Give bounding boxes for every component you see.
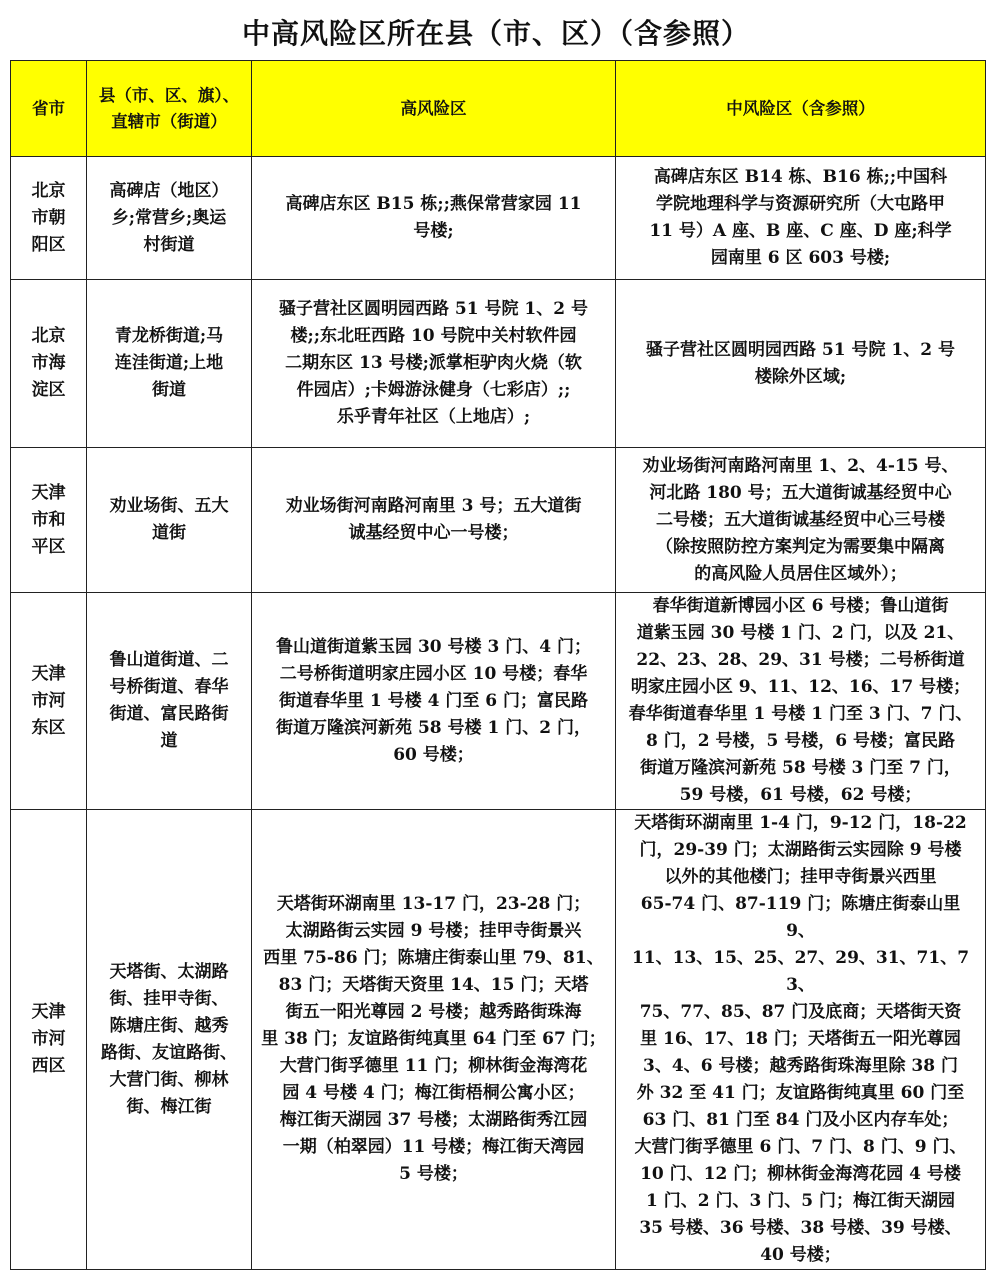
cell-line: 35 号楼、36 号楼、38 号楼、39 号楼、 bbox=[639, 1218, 962, 1238]
cell-line: 劝业场街、五大 bbox=[109, 496, 229, 516]
table-row bbox=[11, 448, 986, 593]
cell-line: 市朝 bbox=[31, 207, 66, 228]
cell-line: 8 门，2 号楼，5 号楼，6 号楼；富民路 bbox=[646, 731, 955, 751]
cell-line: 春华街道新博园小区 6 号楼；鲁山道街 bbox=[652, 596, 949, 616]
cell-line: 里 16、17、18 门；天塔街五一阳光尊园 bbox=[640, 1029, 961, 1049]
cell-line: 一期（柏翠园）11 号楼；梅江街天湾园 bbox=[282, 1137, 585, 1157]
cell-line: 平区 bbox=[31, 536, 66, 557]
cell-line: 高碑店东区 B14 栋、B16 栋;;中国科 bbox=[653, 167, 948, 187]
cell-line: 县（市、区、旗）、 bbox=[98, 85, 240, 105]
cell-line: 街道万隆滨河新苑 58 号楼 1 门、2 门， bbox=[276, 717, 591, 738]
cell-line: 直辖市（街道） bbox=[111, 111, 227, 131]
cell-line: 大营门街孚德里 6 门、7 门、8 门、9 门、 bbox=[634, 1137, 967, 1157]
cell-line: 园南里 6 区 603 号楼; bbox=[710, 248, 891, 268]
cell-line: 60 号楼； bbox=[393, 744, 474, 765]
page-title: 中高风险区所在县（市、区）（含参照） bbox=[241, 17, 750, 50]
county-cell bbox=[87, 593, 252, 810]
cell-line: 陈塘庄街、越秀 bbox=[109, 1015, 229, 1036]
cell-line: 街道 bbox=[152, 380, 186, 400]
cell-line: 明家庄园小区 9、11、12、16、17 号楼； bbox=[630, 677, 971, 697]
mid-risk-cell bbox=[616, 810, 986, 1270]
cell-line: 路街、友谊路街、 bbox=[101, 1042, 237, 1063]
cell-line: 道街 bbox=[152, 523, 186, 543]
cell-line: 市和 bbox=[31, 509, 66, 530]
cell-line: 骚子营社区圆明园西路 51 号院 1、2 号 bbox=[646, 339, 955, 360]
cell-line: 市河 bbox=[31, 1029, 66, 1049]
province-cell bbox=[11, 157, 87, 280]
cell-line: 劝业场街河南路河南里 1、2、4-15 号、 bbox=[642, 455, 959, 476]
cell-line: 乡;常营乡;奥运 bbox=[111, 207, 227, 228]
cell-line: 里 38 门；友谊路街纯真里 64 门至 67 门； bbox=[261, 1029, 606, 1049]
cell-line: 河北路 180 号；五大道街诚基经贸中心 bbox=[649, 482, 952, 503]
cell-line: 街、挂甲寺街、 bbox=[109, 988, 229, 1009]
cell-line: 天津 bbox=[31, 1002, 66, 1022]
county-cell bbox=[87, 448, 252, 593]
high-risk-cell bbox=[252, 280, 616, 448]
table-row bbox=[11, 280, 986, 448]
cell-line: 59 号楼，61 号楼，62 号楼； bbox=[679, 785, 922, 805]
cell-line: 11 号）A 座、B 座、C 座、D 座;科学 bbox=[649, 221, 952, 241]
cell-line: 道 bbox=[160, 731, 178, 751]
cell-line: 22、23、28、29、31 号楼；二号桥街道 bbox=[636, 650, 965, 670]
mid-risk-cell bbox=[616, 448, 986, 593]
cell-line: 二号楼；五大道街诚基经贸中心三号楼 bbox=[656, 509, 945, 530]
cell-line: 淀区 bbox=[31, 380, 66, 400]
province-cell bbox=[11, 593, 87, 810]
cell-line: 大营门街、柳林 bbox=[109, 1069, 229, 1090]
cell-line: 二号桥街道明家庄园小区 10 号楼；春华 bbox=[279, 663, 588, 684]
cell-line: 村街道 bbox=[143, 234, 195, 255]
county-cell bbox=[87, 810, 252, 1270]
cell-line: 骚子营社区圆明园西路 51 号院 1、2 号 bbox=[279, 299, 588, 319]
header-province bbox=[11, 61, 87, 157]
cell-line: 天塔街环湖南里 13-17 门，23-28 门； bbox=[276, 894, 591, 914]
cell-line: 青龙桥街道;马 bbox=[114, 326, 224, 346]
cell-line: 1 门、2 门、3 门、5 门；梅江街天湖园 bbox=[646, 1191, 955, 1211]
cell-line: 劝业场街河南路河南里 3 号；五大道街 bbox=[285, 496, 582, 516]
cell-line: 春华街道春华里 1 号楼 1 门至 3 门、7 门、 bbox=[628, 704, 973, 724]
mid-risk-cell bbox=[616, 280, 986, 448]
cell-line: 楼除外区域; bbox=[754, 366, 847, 387]
cell-line: 高碑店东区 B15 栋;;燕保常营家园 11 bbox=[285, 194, 582, 214]
risk-area-table bbox=[10, 60, 986, 1270]
table-row bbox=[11, 157, 986, 280]
cell-line: 3、4、6 号楼；越秀路街珠海里除 38 门 bbox=[643, 1056, 958, 1076]
cell-line: 大营门街孚德里 11 门；柳林街金海湾花 bbox=[279, 1056, 588, 1076]
cell-line: 天津 bbox=[31, 663, 66, 684]
cell-line: 东区 bbox=[31, 717, 66, 738]
table-row bbox=[11, 593, 986, 810]
cell-line: 鲁山道街道、二 bbox=[109, 650, 229, 670]
cell-line: 省市 bbox=[32, 98, 65, 118]
cell-line: 西里 75-86 门；陈塘庄街泰山里 79、81、 bbox=[263, 948, 604, 968]
cell-line: 外 32 至 41 门；友谊路街纯真里 60 门至 bbox=[636, 1083, 965, 1103]
cell-line: 阳区 bbox=[31, 234, 66, 255]
cell-line: 65-74 门、87-119 门；陈塘庄街泰山里 9、 bbox=[640, 894, 961, 941]
cell-line: 天津 bbox=[31, 482, 66, 503]
table-header-row bbox=[11, 61, 986, 157]
mid-risk-cell bbox=[616, 593, 986, 810]
cell-line: 鲁山道街道紫玉园 30 号楼 3 门、4 门； bbox=[276, 636, 591, 657]
header-high-risk bbox=[252, 61, 616, 157]
province-cell bbox=[11, 280, 87, 448]
cell-line: 中风险区（含参照） bbox=[726, 98, 875, 118]
cell-line: 63 门、81 门至 84 门及小区内存车处； bbox=[642, 1110, 959, 1130]
cell-line: 诚基经贸中心一号楼； bbox=[348, 523, 519, 543]
cell-line: 学院地理科学与资源研究所（大屯路甲 bbox=[656, 194, 945, 214]
cell-line: 街道春华里 1 号楼 4 门至 6 门；富民路 bbox=[279, 690, 588, 711]
high-risk-cell bbox=[252, 810, 616, 1270]
cell-line: 梅江街天湖园 37 号楼；太湖路街秀江园 bbox=[279, 1110, 588, 1130]
county-cell bbox=[87, 280, 252, 448]
cell-line: 道紫玉园 30 号楼 1 门、2 门，以及 21、 bbox=[636, 623, 965, 643]
cell-line: 市河 bbox=[31, 690, 66, 711]
cell-line: 市海 bbox=[31, 353, 66, 373]
cell-line: 5 号楼； bbox=[399, 1164, 468, 1184]
cell-line: 83 门；天塔街天资里 14、15 门；天塔 bbox=[278, 975, 589, 995]
high-risk-cell bbox=[252, 448, 616, 593]
cell-line: 的高风险人员居住区域外）； bbox=[694, 563, 907, 584]
cell-line: 高风险区 bbox=[400, 98, 467, 118]
cell-line: 北京 bbox=[31, 326, 66, 346]
cell-line: 连洼街道;上地 bbox=[114, 353, 224, 373]
cell-line: 楼;;东北旺西路 10 号院中关村软件园 bbox=[290, 326, 577, 346]
cell-line: 太湖路街云实园 9 号楼；挂甲寺街景兴 bbox=[285, 921, 582, 941]
cell-line: 乐乎青年社区（上地店）; bbox=[336, 407, 531, 427]
cell-line: 北京 bbox=[31, 180, 66, 201]
cell-line: 西区 bbox=[31, 1056, 66, 1076]
cell-line: 11、13、15、25、27、29、31、71、73、 bbox=[631, 948, 970, 995]
cell-line: 号楼; bbox=[413, 221, 454, 241]
cell-line: 街道万隆滨河新苑 58 号楼 3 门至 7 门， bbox=[640, 758, 961, 778]
cell-line: 园 4 号楼 4 门；梅江街梧桐公寓小区； bbox=[282, 1083, 585, 1103]
cell-line: 75、77、85、87 门及底商；天塔街天资 bbox=[639, 1002, 962, 1022]
province-cell bbox=[11, 810, 87, 1270]
cell-line: 二期东区 13 号楼;派掌柜驴肉火烧（软 bbox=[285, 353, 582, 373]
cell-line: 街、梅江街 bbox=[126, 1096, 212, 1117]
header-county bbox=[87, 61, 252, 157]
cell-line: 以外的其他楼门；挂甲寺街景兴西里 bbox=[664, 867, 937, 887]
cell-line: 街五一阳光尊园 2 号楼；越秀路街珠海 bbox=[285, 1002, 582, 1022]
cell-line: 10 门、12 门；柳林街金海湾花园 4 号楼 bbox=[640, 1164, 961, 1184]
cell-line: 件园店）;卡姆游泳健身（七彩店）;; bbox=[296, 380, 571, 400]
header-mid-risk bbox=[616, 61, 986, 157]
province-cell bbox=[11, 448, 87, 593]
cell-line: 40 号楼； bbox=[760, 1245, 841, 1265]
cell-line: 号桥街道、春华 bbox=[109, 677, 229, 697]
cell-line: 天塔街、太湖路 bbox=[109, 961, 229, 982]
cell-line: 高碑店（地区） bbox=[109, 180, 229, 201]
county-cell bbox=[87, 157, 252, 280]
cell-line: 街道、富民路街 bbox=[109, 704, 229, 724]
cell-line: 门，29-39 门；太湖路街云实园除 9 号楼 bbox=[639, 840, 962, 860]
cell-line: （除按照防控方案判定为需要集中隔离 bbox=[656, 536, 945, 557]
high-risk-cell bbox=[252, 593, 616, 810]
cell-line: 天塔街环湖南里 1-4 门，9-12 门，18-22 bbox=[634, 813, 967, 833]
table-row bbox=[11, 810, 986, 1270]
mid-risk-cell bbox=[616, 157, 986, 280]
high-risk-cell bbox=[252, 157, 616, 280]
